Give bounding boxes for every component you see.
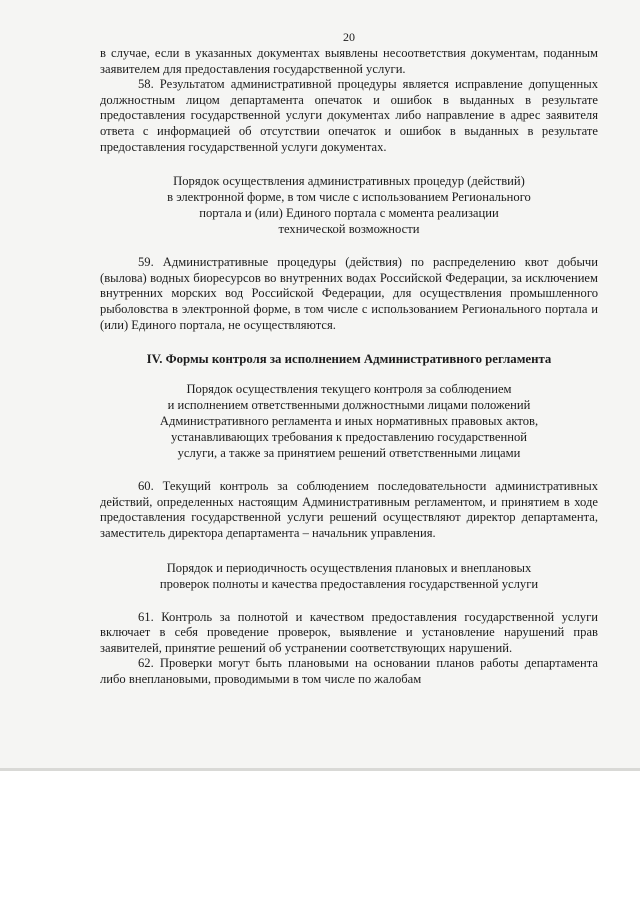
subheading-line: технической возможности [278,222,420,237]
subheading-line: Порядок и периодичность осуществления плановых и внеплановых [166,560,532,575]
subheading-inspections [100,560,598,592]
paragraph-62: 62. Проверки могут быть плановыми на основании планов работы департамента либо внеплановыми, проводимыми в том числе по жалобам [100,656,598,686]
subheading-line: проверок полноты и качества предоставления государственной услуги [159,576,539,591]
subheading-line: устанавливающих требования к предоставлению государственной [171,430,527,445]
subheading-line: в электронной форме, в том числе с использованием Регионального [167,190,531,205]
page-content [100,30,598,687]
paragraph-continuation: в случае, если в указанных документах выявлены несоответствия документам, поданным заявителем для предоставления государственной услуги. [100,46,598,76]
subheading-electronic-procedures [100,173,598,237]
subheading-line: Административного регламента и иных нормативных правовых актов, [159,414,539,429]
paragraph-60: 60. Текущий контроль за соблюдением последовательности административных действий, определенных настоящим Административным регламентом, и принятием в ходе предоставления государственной услуги решений осуществляют директор департамента, заместитель директора департамента – начальник управления. [100,479,598,540]
subheading-line: Порядок осуществления текущего контроля за соблюдением [186,382,512,397]
section-heading-iv: IV. Формы контроля за исполнением Административного регламента [146,352,552,367]
page-number: 20 [343,30,355,44]
subheading-line: портала и (или) Единого портала с момента реализации [199,206,499,221]
paragraph-59: 59. Административные процедуры (действия) по распределению квот добычи (вылова) водных биоресурсов во внутренних водах Российской Федерации, за исключением внутренних морских вод Российской Федерации, для осуществления промышленного рыболовства в электронной форме, в том числе с использованием Регионального портала и (или) Единого портала, не осуществляются. [100,255,598,332]
subheading-line: Порядок осуществления административных процедур (действий) [173,174,525,189]
paragraph-61: 61. Контроль за полнотой и качеством предоставления государственной услуги включает в себя проведение проверок, выявление и установление нарушений прав заявителей, принятие решений об устранении соответствующих нарушений. [100,609,598,655]
paragraph-58: 58. Результатом административной процедуры является исправление допущенных должностным лицом департамента опечаток и ошибок в выданных в результате предоставления государственной услуги документах либо направление в адрес заявителя ответа с информацией об отсутствии опечаток и ошибок в выданных в результате предоставления государственной услуги документах. [100,77,598,154]
subheading-line: и исполнением ответственными должностными лицами положений [167,398,531,413]
page-bottom-edge [0,768,640,771]
subheading-current-control [100,381,598,461]
subheading-line: услуги, а также за принятием решений ответственными лицами [177,446,521,461]
